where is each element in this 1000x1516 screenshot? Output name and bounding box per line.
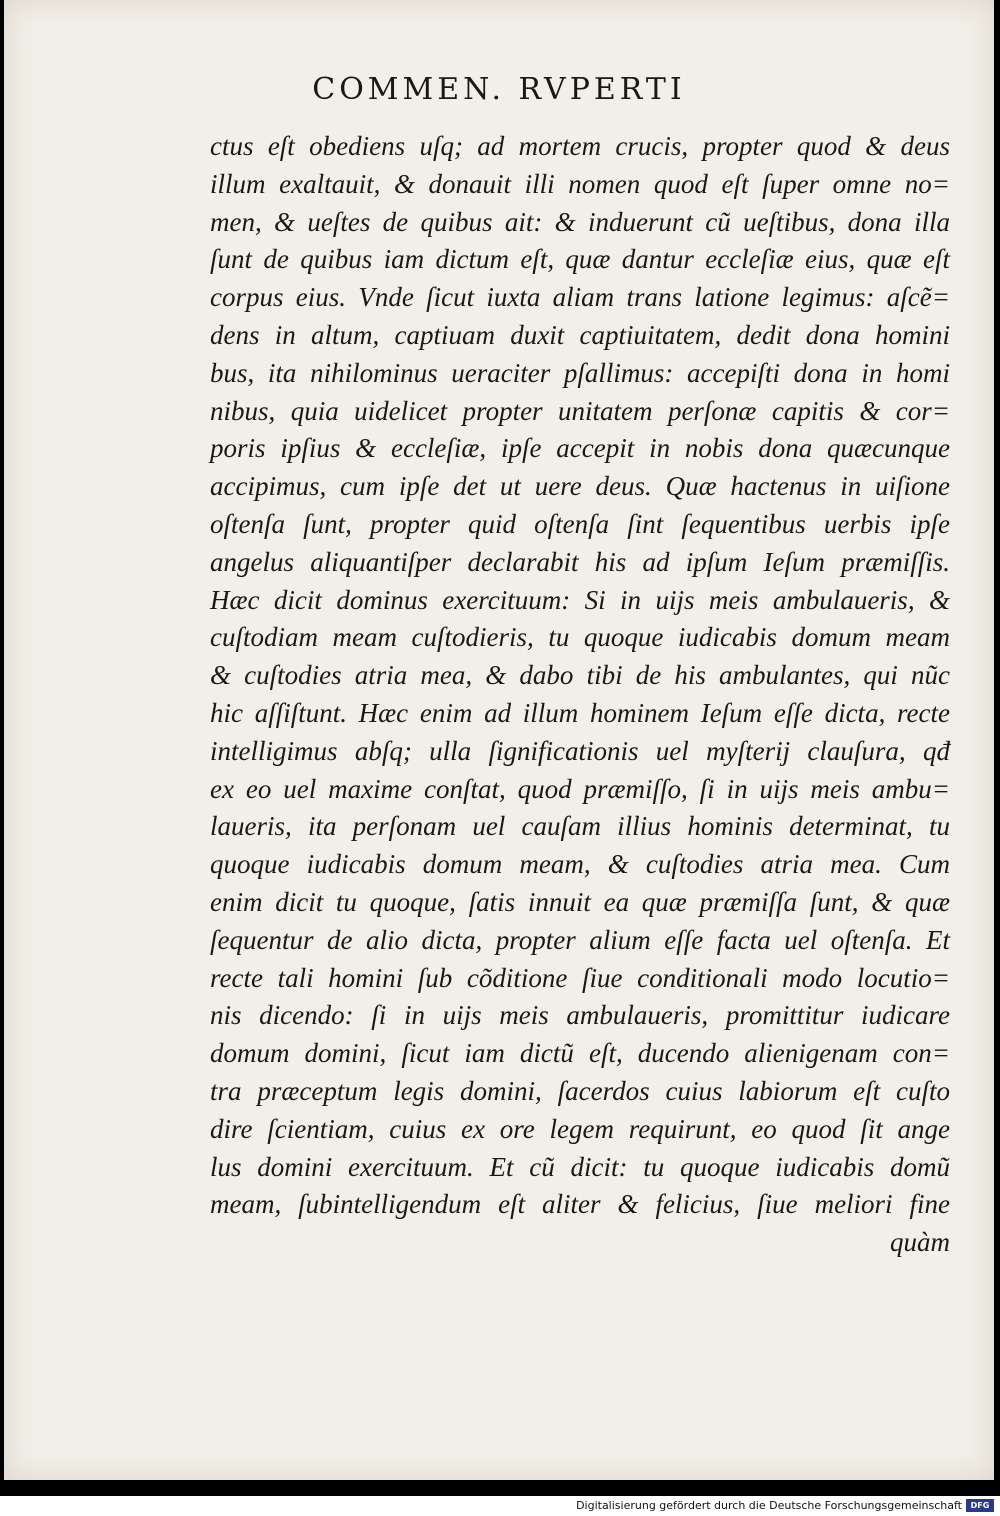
book-page bbox=[4, 0, 994, 1480]
text-line: quoque iudicabis domum meam, & cuſtodies atria mea. Cum bbox=[210, 849, 950, 880]
text-line: accipimus, cum ipſe det ut uere deus. Quæ hactenus in uiſione bbox=[210, 471, 950, 502]
text-line: domum domini, ſicut iam dictũ eſt, ducendo alienigenam con= bbox=[210, 1038, 950, 1069]
text-line: bus, ita nihilominus ueraciter pſallimus: accepiſti dona in homi bbox=[210, 357, 950, 388]
text-line: dire ſcientiam, cuius ex ore legem requirunt, eo quod ſit ange bbox=[210, 1113, 950, 1144]
dfg-logo: DFG bbox=[966, 1499, 994, 1512]
text-line: nibus, quia uidelicet propter unitatem perſonæ capitis & cor= bbox=[210, 395, 950, 426]
text-line: meam, ſubintelligendum eſt aliter & felicius, ſiue meliori fine bbox=[210, 1189, 950, 1220]
text-line: intelligimus abſq; ulla ſignificationis uel myſterij clauſura, qđ bbox=[210, 735, 950, 766]
text-line: enim dicit tu quoque, ſatis innuit ea quæ præmiſſa ſunt, & quæ bbox=[210, 886, 950, 917]
text-line: & cuſtodies atria mea, & dabo tibi de his ambulantes, qui nũc bbox=[210, 660, 950, 691]
running-header: COMMEN. RVPERTI bbox=[312, 72, 686, 107]
body-text bbox=[210, 128, 950, 1262]
text-line: laueris, ita perſonam uel cauſam illius hominis determinat, tu bbox=[210, 811, 950, 842]
text-line: Hæc dicit dominus exercituum: Si in uijs meis ambulaueris, & bbox=[210, 584, 950, 615]
text-line: hic aſſiſtunt. Hæc enim ad illum hominem Ieſum eſſe dicta, recte bbox=[210, 697, 950, 728]
text-line: lus domini exercituum. Et cũ dicit: tu quoque iudicabis domũ bbox=[210, 1151, 950, 1182]
text-line: quàm bbox=[890, 1227, 950, 1258]
text-line: ctus eſt obediens uſq; ad mortem crucis, propter quod & deus bbox=[210, 131, 950, 161]
text-line: dens in altum, captiuam duxit captiuitatem, dedit dona homini bbox=[210, 319, 950, 350]
text-line: tra præceptum legis domini, ſacerdos cuius labiorum eſt cuſto bbox=[210, 1075, 950, 1106]
text-line: cuſtodiam meam cuſtodieris, tu quoque iudicabis domum meam bbox=[210, 622, 950, 653]
funding-note: Digitalisierung gefördert durch die Deutsche Forschungsgemeinschaft bbox=[576, 1499, 962, 1512]
text-line: nis dicendo: ſi in uijs meis ambulaueris, promittitur iudicare bbox=[210, 1000, 950, 1031]
footer-bar bbox=[0, 1496, 1000, 1516]
text-line: recte tali homini ſub cõditione ſiue conditionali modo locutio= bbox=[210, 962, 950, 993]
text-line: men, & ueſtes de quibus ait: & induerunt cũ ueſtibus, dona illa bbox=[210, 206, 950, 237]
text-line: illum exaltauit, & donauit illi nomen quod eſt ſuper omne no= bbox=[210, 168, 950, 199]
text-line: corpus eius. Vnde ſicut iuxta aliam trans latione legimus: aſcẽ= bbox=[210, 282, 950, 313]
text-line: ſunt de quibus iam dictum eſt, quæ dantur eccleſiæ eius, quæ eſt bbox=[210, 244, 950, 275]
text-line: ſequentur de alio dicta, propter alium eſſe facta uel oſtenſa. Et bbox=[210, 924, 950, 955]
text-line: ex eo uel maxime conſtat, quod præmiſſo, ſi in uijs meis ambu= bbox=[210, 773, 950, 804]
text-line: poris ipſius & eccleſiæ, ipſe accepit in nobis dona quæcunque bbox=[210, 433, 950, 464]
text-line: oſtenſa ſunt, propter quid oſtenſa ſint ſequentibus uerbis ipſe bbox=[210, 508, 950, 539]
text-line: angelus aliquantiſper declarabit his ad ipſum Ieſum præmiſſis. bbox=[210, 546, 950, 577]
